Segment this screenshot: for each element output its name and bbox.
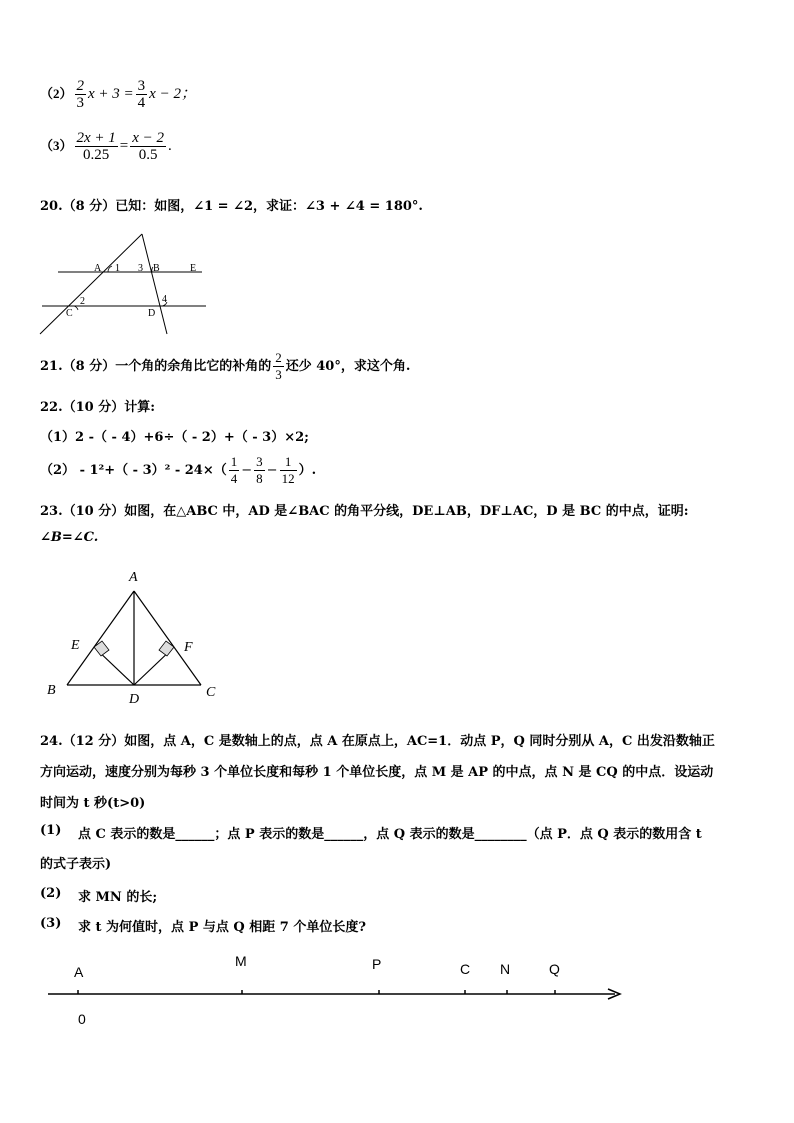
q22-title: 22.（10 分）计算: <box>40 400 156 415</box>
label-E: E <box>71 638 80 653</box>
q24-line2: 方向运动，速度分别为每秒 3 个单位长度和每秒 1 个单位长度，点 M 是 AP 的中点，点 N 是 CQ 的中点．设运动 <box>40 765 714 780</box>
q19-part2 <box>40 78 196 111</box>
label-D: D <box>129 692 140 705</box>
axis-label-M: M <box>235 953 247 969</box>
q24-sub3-num: (3) <box>40 916 62 931</box>
axis-label-Q: Q <box>549 961 560 977</box>
label-C: C <box>66 308 73 319</box>
q24-sub1-num: (1) <box>40 823 62 838</box>
q24-line1: 24.（12 分）如图，点 A，C 是数轴上的点，点 A 在原点上，AC=1．动点 P，Q 同时分别从 A，C 出发沿数轴正 <box>40 734 715 749</box>
q23-line1: 23.（10 分）如图，在△ABC 中，AD 是∠BAC 的角平分线，DE⊥AB，DF⊥AC，D 是 BC 的中点，证明: <box>40 504 689 519</box>
fraction: $\frac{1}{12}$ <box>281 454 295 486</box>
label-A: A <box>129 570 138 585</box>
q19-p3-label: （3） <box>40 137 73 153</box>
label-F: F <box>184 640 193 655</box>
axis-label-N: N <box>500 961 511 977</box>
q21-text: 21.（8 分）一个角的余角比它的补角的 $\frac{2}{3}$ 还少 40°，求这个角. <box>40 350 411 382</box>
q24-sub1-text: 点 C 表示的数是______；点 P 表示的数是______，点 Q 表示的数是________（点 P．点 Q 表示的数用含 t <box>78 827 702 842</box>
fraction: $\frac{x - 2}{0.5}$ <box>132 130 165 163</box>
label-1: 1 <box>115 263 120 274</box>
q19-part3: （3） $\frac{2x + 1}{0.25}$ = $\frac{x - 2}{0.5}$ . <box>40 130 172 163</box>
label-D: D <box>148 308 156 319</box>
axis-label-C: C <box>460 961 471 977</box>
label-E: E <box>190 263 197 274</box>
axis-label-A: A <box>74 964 84 980</box>
label-3: 3 <box>138 263 143 274</box>
q24-number-line <box>40 948 640 1033</box>
q20-text: 20.（8 分）已知：如图，∠1 = ∠2，求证：∠3 + ∠4 = 180°. <box>40 199 423 214</box>
q19-p2-mid: x + 3 = <box>88 85 134 102</box>
q23-line2: ∠B=∠C. <box>40 530 99 545</box>
q19-p2-end: x − 2； <box>149 85 196 102</box>
q19-p2-label: （2） <box>40 85 73 101</box>
fraction: $\frac{3}{4}$ <box>137 78 146 111</box>
label-A: A <box>94 263 102 274</box>
fraction: $\frac{1}{4}$ <box>230 454 238 486</box>
fraction: $\frac{2x + 1}{0.25}$ <box>76 130 116 163</box>
q24-sub3-text: 求 t 为何值时，点 P 与点 Q 相距 7 个单位长度? <box>78 920 366 935</box>
q24-sub2-num: (2) <box>40 886 62 901</box>
fraction: $\frac{2}{3}$ <box>76 78 85 111</box>
q22-part2: （2） - 1²+（ - 3）² - 24×（ $\frac{1}{4}$ − $\frac{3}{8}$ − $\frac{1}{12}$ ）. <box>40 454 317 486</box>
q24-line3: 时间为 t 秒(t>0) <box>40 796 146 811</box>
fraction: $\frac{3}{8}$ <box>256 454 263 486</box>
fraction: $\frac{2}{3}$ <box>275 350 282 382</box>
label-B: B <box>153 263 160 274</box>
axis-label-P: P <box>372 956 382 972</box>
q24-sub2-text: 求 MN 的长; <box>78 890 158 905</box>
q22-part1: （1）2 -（ - 4）+6÷（ - 2）+（ - 3）×2; <box>40 430 309 445</box>
q20-diagram <box>30 228 220 338</box>
label-C: C <box>206 685 216 700</box>
axis-label-zero: 0 <box>78 1011 86 1027</box>
label-2: 2 <box>80 296 85 307</box>
q24-sub1-cont: 的式子表示) <box>40 857 112 872</box>
label-4: 4 <box>162 294 167 305</box>
q23-triangle-diagram <box>40 565 230 705</box>
label-B: B <box>47 683 56 698</box>
